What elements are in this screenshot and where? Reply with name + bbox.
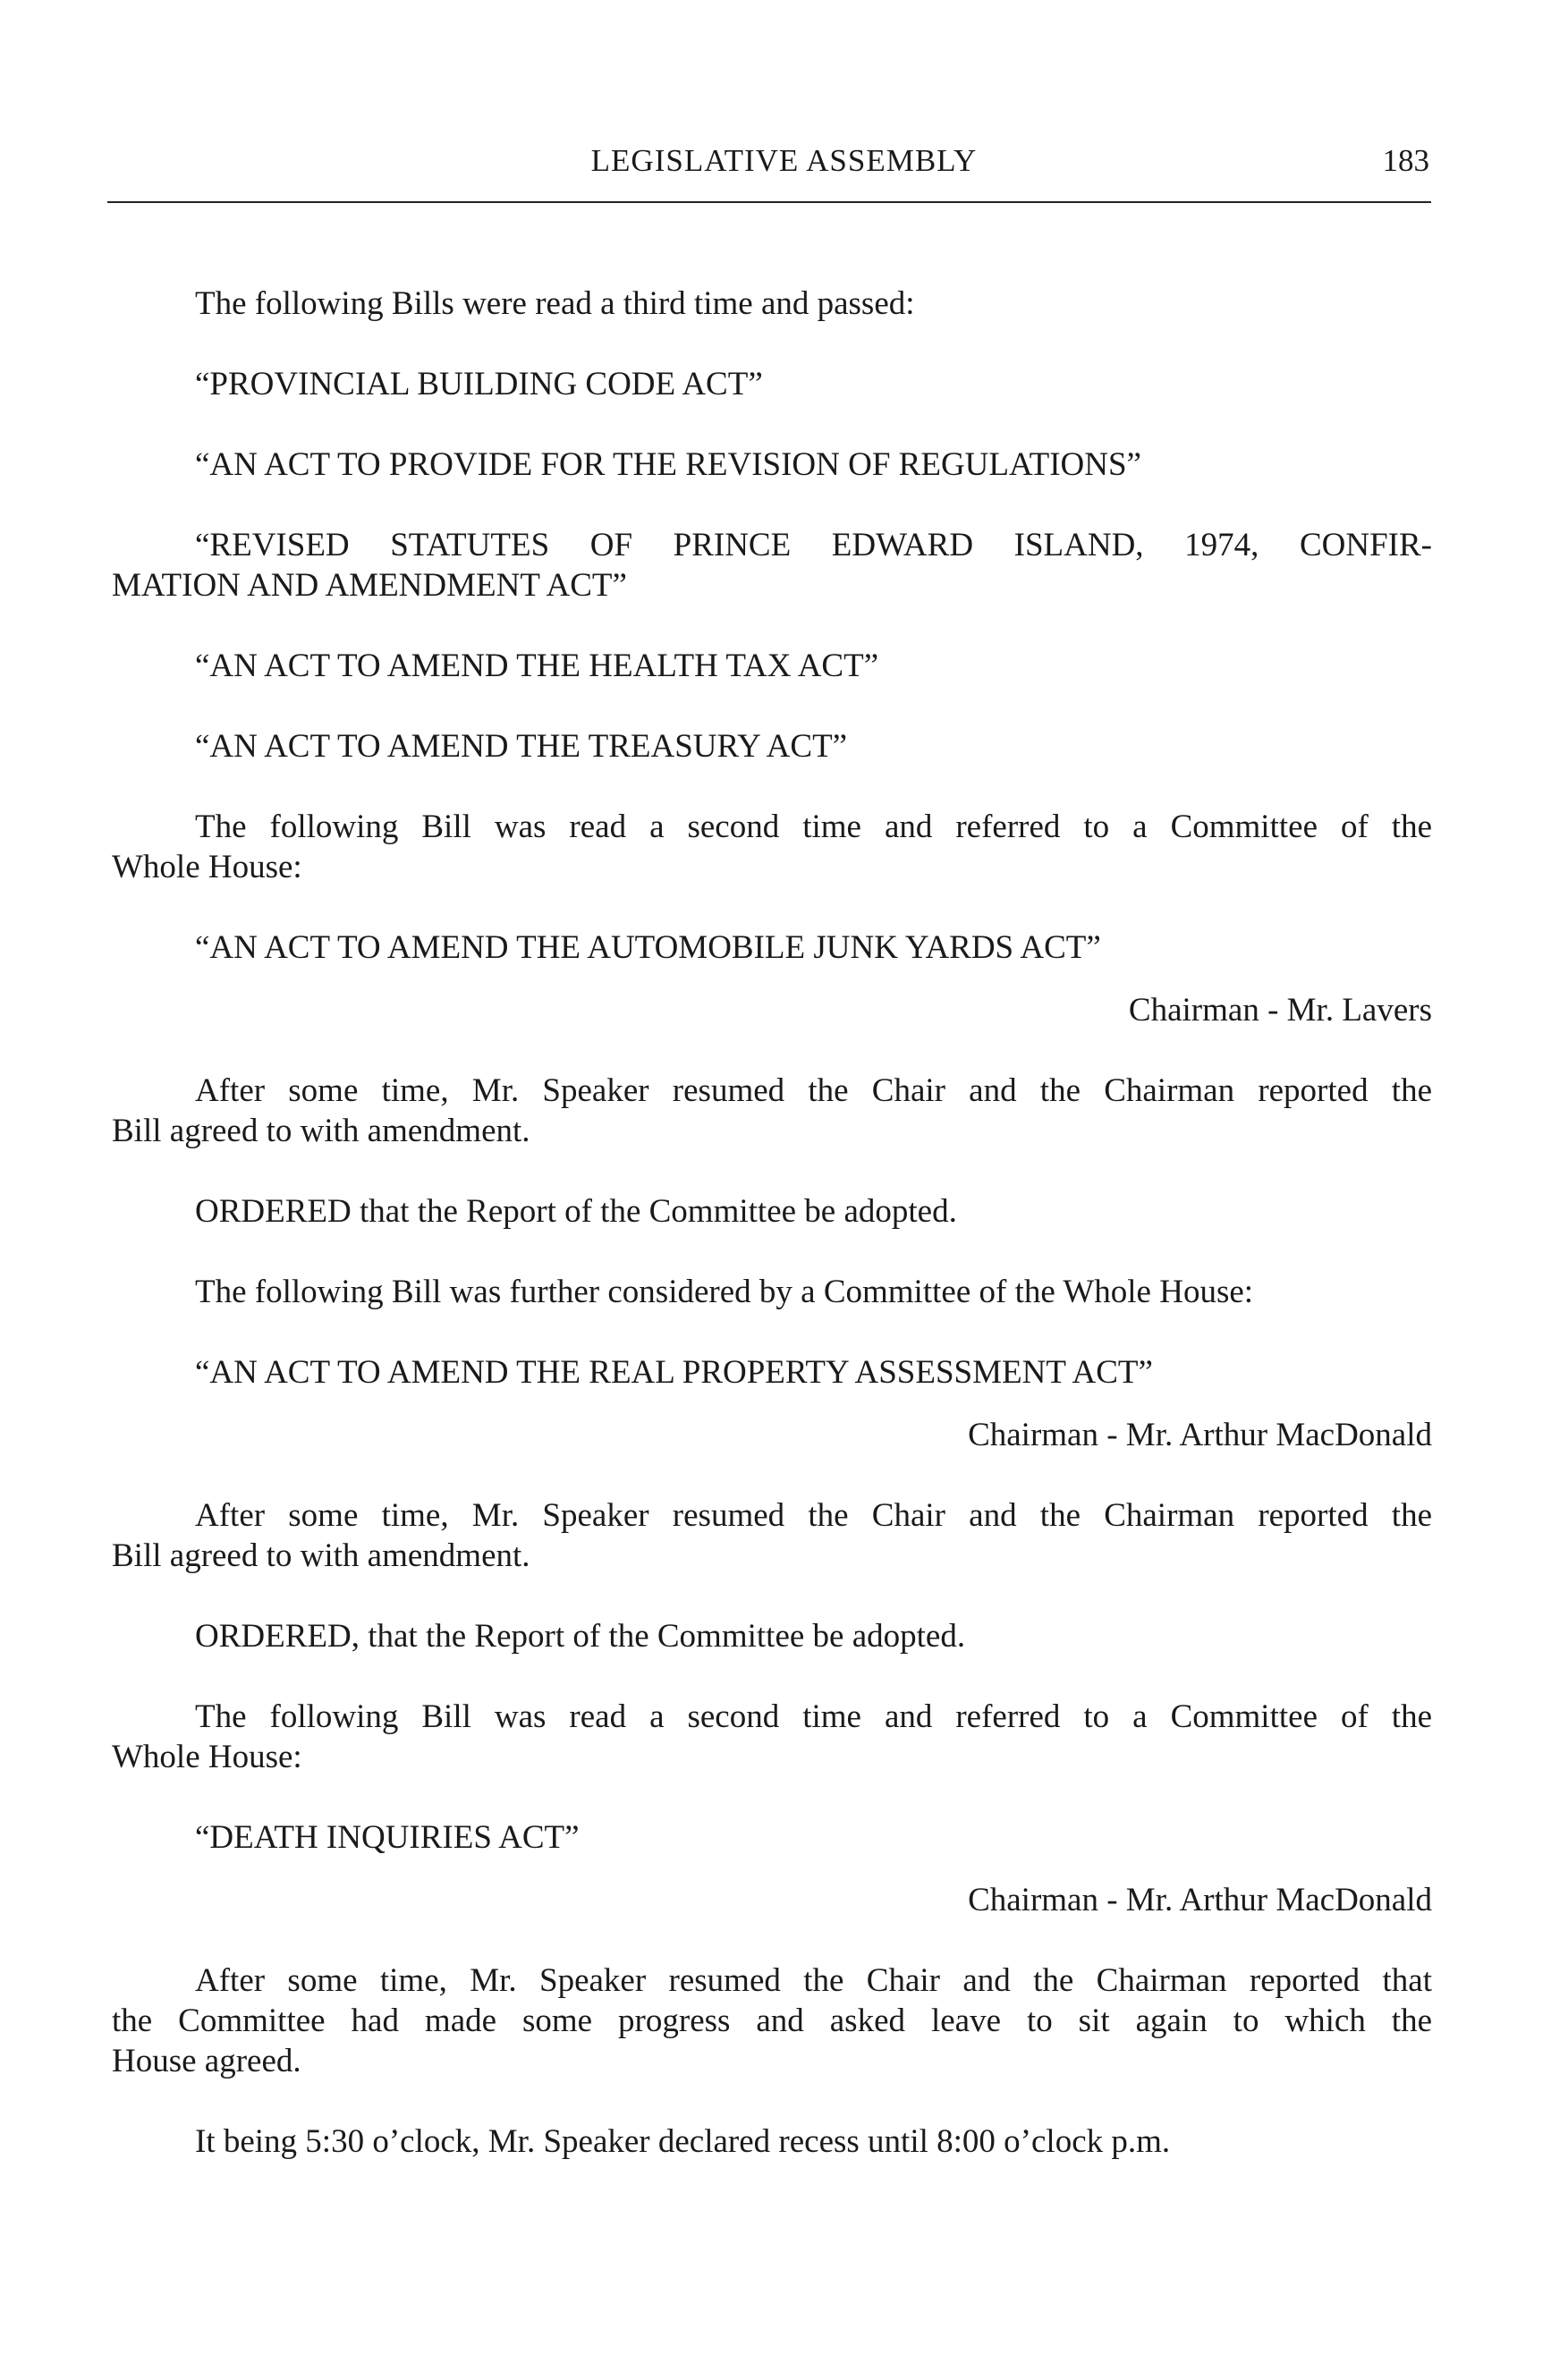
page-number: 183 [1382,143,1429,178]
chairman-line-lavers: Chairman - Mr. Lavers [1128,992,1432,1029]
bill-title-automobile-junk-yards: “AN ACT TO AMEND THE AUTOMOBILE JUNK YARDS ACT” [195,929,1101,966]
paragraph-ordered-2: ORDERED, that the Report of the Committee be adopted. [195,1618,966,1655]
paragraph-speaker-resumed-2-line2: Bill agreed to with amendment. [112,1537,530,1574]
running-header-title: LEGISLATIVE ASSEMBLY [590,143,978,178]
paragraph-speaker-resumed-3-line3: House agreed. [112,2043,301,2079]
paragraph-second-reading-1-line1: The following Bill was read a second time and referred to a Committee of the [195,809,1432,845]
paragraph-speaker-resumed-1-line1: After some time, Mr. Speaker resumed the Chair and the Chairman reported the [195,1072,1432,1109]
bill-title-real-property-assessment: “AN ACT TO AMEND THE REAL PROPERTY ASSESSMENT ACT” [195,1354,1153,1391]
paragraph-speaker-resumed-3-line2: the Committee had made some progress and asked leave to sit again to which the [112,2003,1432,2039]
paragraph-speaker-resumed-1-line2: Bill agreed to with amendment. [112,1113,530,1149]
bill-title-death-inquiries: “DEATH INQUIRIES ACT” [195,1819,580,1856]
bill-title-health-tax: “AN ACT TO AMEND THE HEALTH TAX ACT” [195,648,879,684]
paragraph-further-considered: The following Bill was further considered by a Committee of the Whole House: [195,1274,1254,1310]
paragraph-speaker-resumed-3-line1: After some time, Mr. Speaker resumed the Chair and the Chairman reported that [195,1962,1432,1999]
paragraph-ordered-1: ORDERED that the Report of the Committee be adopted. [195,1193,957,1230]
paragraph-second-reading-2-line2: Whole House: [112,1739,302,1775]
bill-title-revised-statutes-line2: MATION AND AMENDMENT ACT” [112,567,627,604]
paragraph-second-reading-2-line1: The following Bill was read a second time and referred to a Committee of the [195,1698,1432,1735]
bill-title-treasury: “AN ACT TO AMEND THE TREASURY ACT” [195,728,848,765]
chairman-line-macdonald-1: Chairman - Mr. Arthur MacDonald [968,1417,1432,1453]
header-rule [107,201,1431,203]
bill-title-revised-statutes-line1: “REVISED STATUTES OF PRINCE EDWARD ISLAND, 1974, CONFIR- [195,527,1432,563]
paragraph-second-reading-1-line2: Whole House: [112,849,302,885]
paragraph-recess: It being 5:30 o’clock, Mr. Speaker declared recess until 8:00 o’clock p.m. [195,2123,1171,2160]
paragraph-third-reading-intro: The following Bills were read a third time and passed: [195,285,915,322]
bill-title-revision-of-regulations: “AN ACT TO PROVIDE FOR THE REVISION OF REGULATIONS” [195,446,1141,483]
paragraph-speaker-resumed-2-line1: After some time, Mr. Speaker resumed the Chair and the Chairman reported the [195,1497,1432,1534]
chairman-line-macdonald-2: Chairman - Mr. Arthur MacDonald [968,1882,1432,1918]
bill-title-provincial-building-code: “PROVINCIAL BUILDING CODE ACT” [195,366,763,402]
